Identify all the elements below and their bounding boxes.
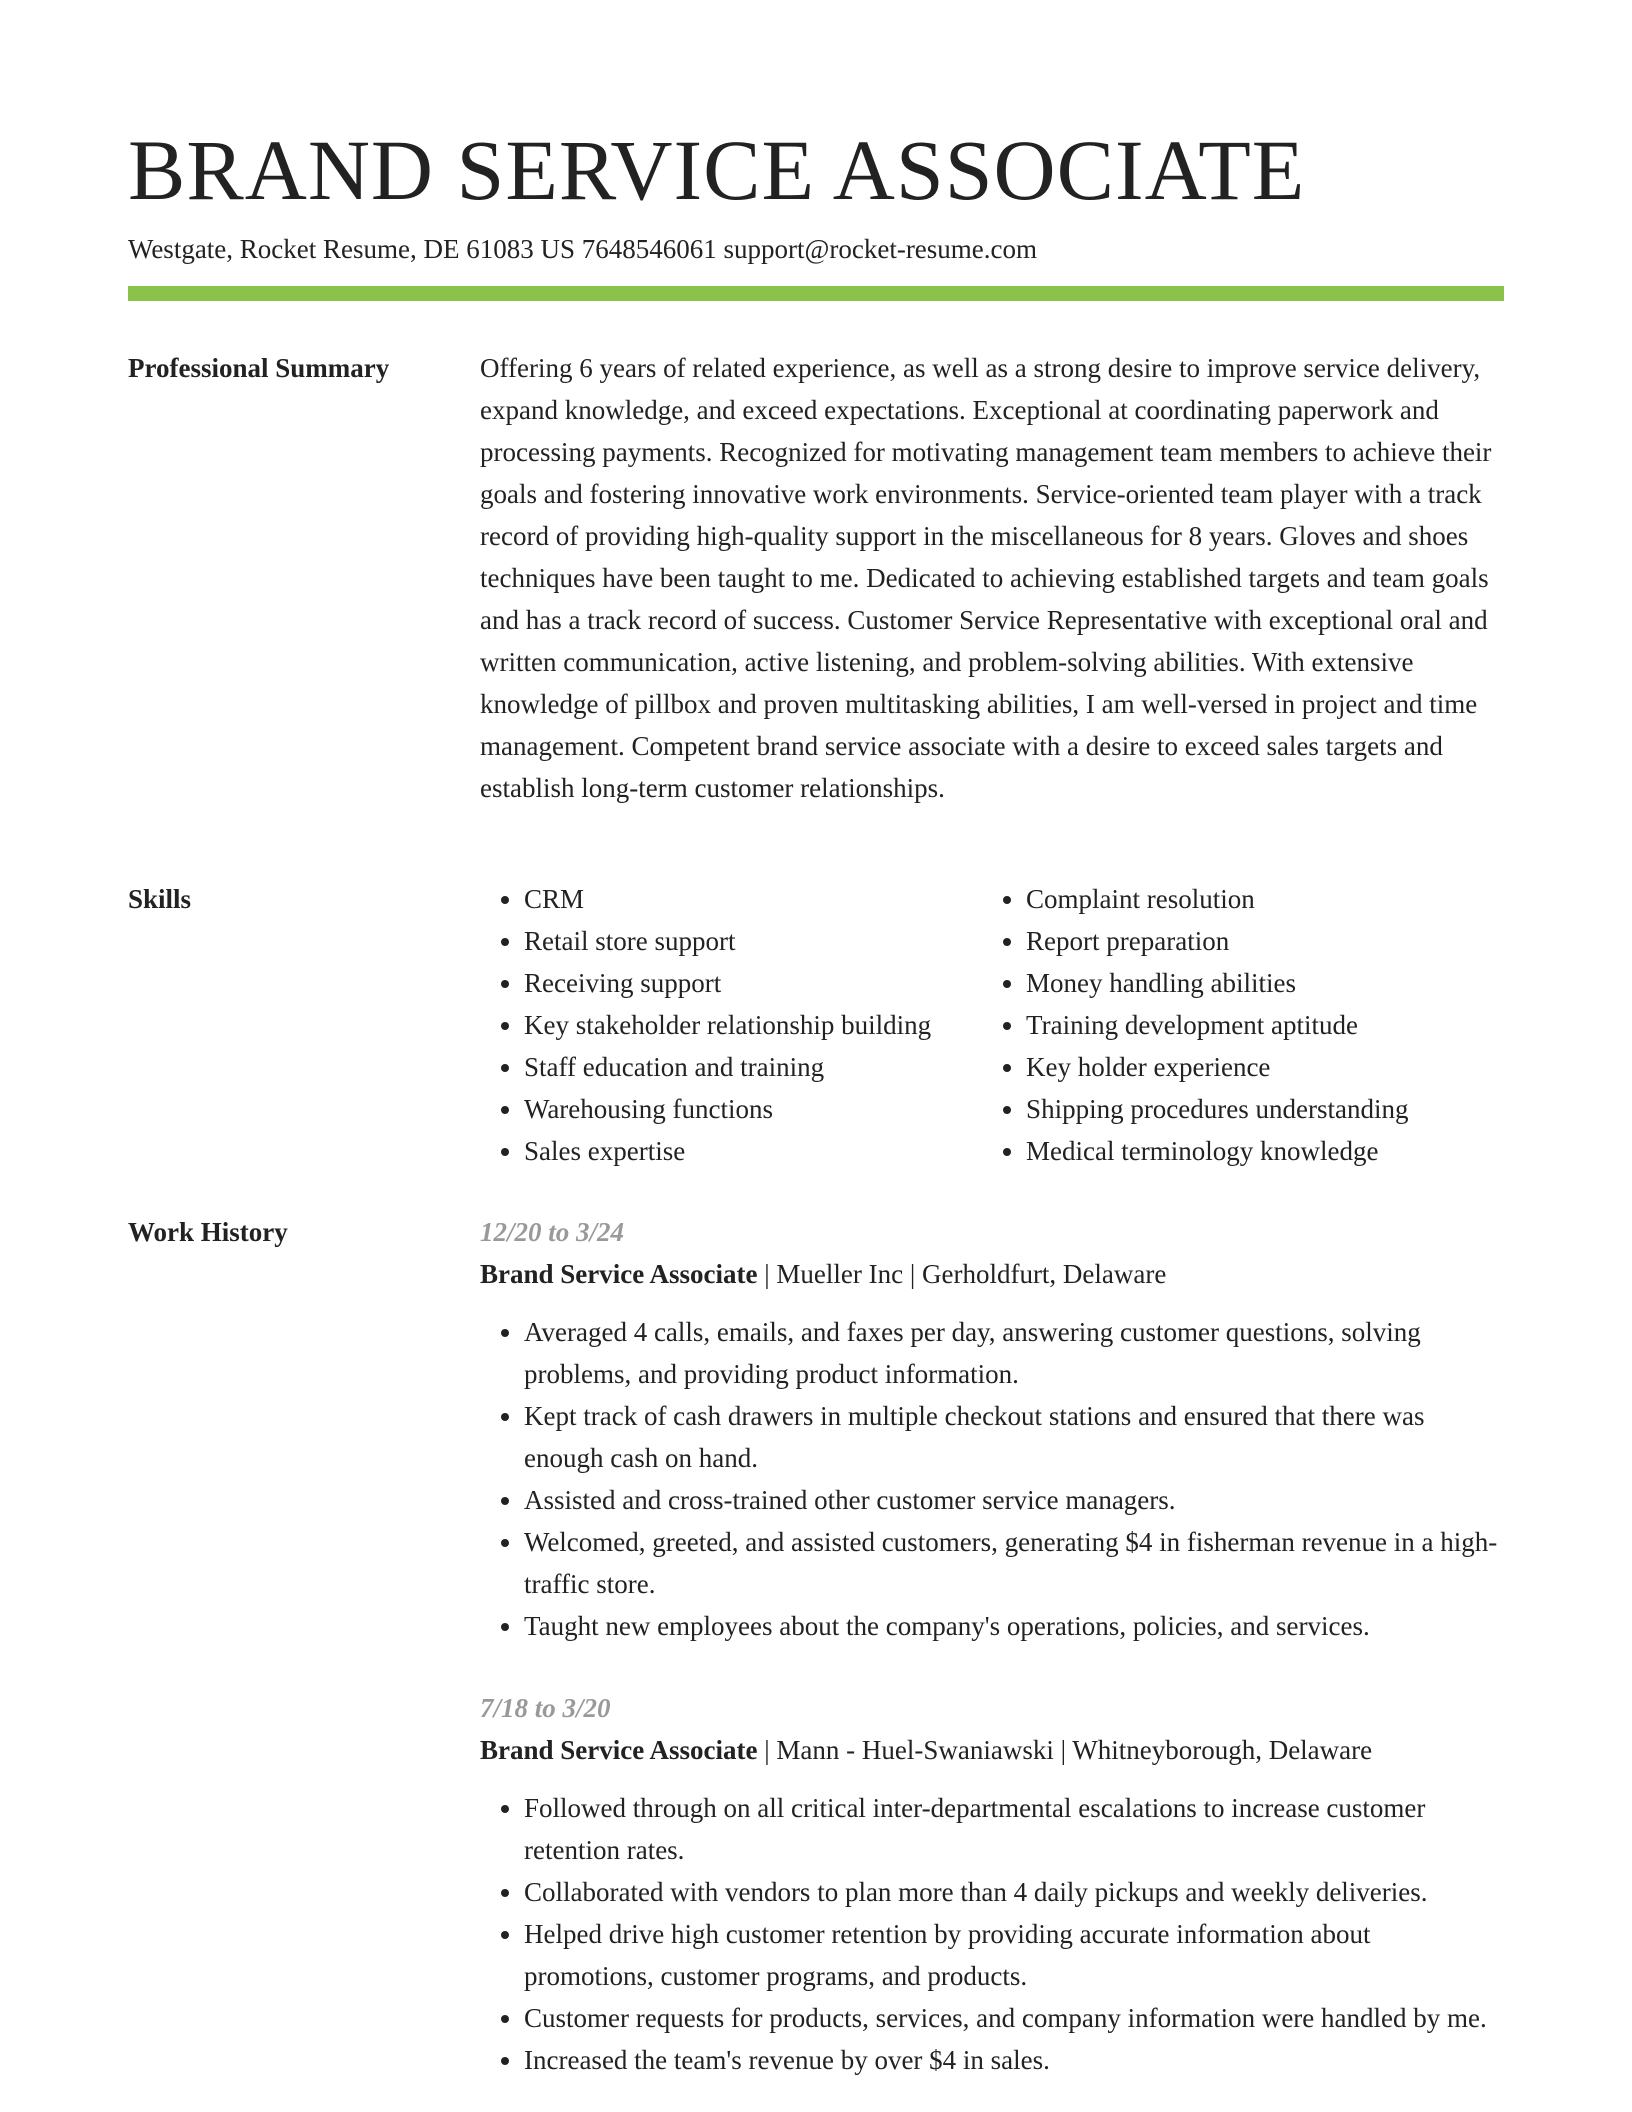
skills-list-right bbox=[982, 878, 1504, 1172]
summary-heading: Professional Summary bbox=[128, 353, 390, 383]
job-bullet: • Taught new employees about the company's operations, policies, and services. bbox=[524, 1605, 1504, 1647]
summary-body bbox=[480, 347, 1504, 809]
job-details: | Mann - Huel-Swaniawski | Whitneyborough, Delaware bbox=[757, 1735, 1373, 1765]
skill-item: • Sales expertise bbox=[524, 1130, 982, 1172]
skill-item: • Training development aptitude bbox=[1026, 1004, 1504, 1046]
job-entry bbox=[480, 1211, 1504, 1647]
job-bullet: • Kept track of cash drawers in multiple checkout stations and ensured that there was enough cash on hand. bbox=[524, 1395, 1504, 1479]
job-bullet: • Assisted and cross-trained other customer service managers. bbox=[524, 1479, 1504, 1521]
job-bullet: • Averaged 4 calls, emails, and faxes per day, answering customer questions, solving problems, and providing product information. bbox=[524, 1311, 1504, 1395]
skill-item: • Money handling abilities bbox=[1026, 962, 1504, 1004]
skill-item: • Key stakeholder relationship building bbox=[524, 1004, 982, 1046]
skills-heading: Skills bbox=[128, 884, 192, 914]
skill-item: • Shipping procedures understanding bbox=[1026, 1088, 1504, 1130]
summary-text: Offering 6 years of related experience, as well as a strong desire to improve service delivery, expand knowledge, and exceed expectations. Exceptional at coordinating paperwork and processing payments. Recognized for motivating management team members to achieve their goals and fostering innovative work environments. Service-oriented team player with a track record of providing high-quality support in the miscellaneous for 8 years. Gloves and shoes techniques have been taught to me. Dedicated to achieving established targets and team goals and has a track record of success. Customer Service Representative with exceptional oral and written communication, active listening, and problem-solving abilities. With extensive knowledge of pillbox and proven multitasking abilities, I am well-versed in project and time management. Competent brand service associate with a desire to exceed sales targets and establish long-term customer relationships. bbox=[480, 353, 1492, 803]
job-bullet: • Welcomed, greeted, and assisted customers, generating $4 in fisherman revenue in a high-traffic store. bbox=[524, 1521, 1504, 1605]
job-bullet-list bbox=[480, 1787, 1504, 2081]
resume-title: BRAND SERVICE ASSOCIATE bbox=[128, 122, 1306, 218]
job-bullet: • Followed through on all critical inter-departmental escalations to increase customer retention rates. bbox=[524, 1787, 1504, 1871]
job-heading bbox=[480, 1253, 1504, 1295]
skills-body bbox=[480, 878, 1504, 1172]
job-title: Brand Service Associate bbox=[480, 1259, 758, 1289]
job-dates: 7/18 to 3/20 bbox=[480, 1693, 611, 1723]
job-bullet: • Increased the team's revenue by over $4 in sales. bbox=[524, 2039, 1504, 2081]
skills-columns bbox=[480, 878, 1504, 1172]
job-bullet-list bbox=[480, 1311, 1504, 1647]
job-dates: 12/20 to 3/24 bbox=[480, 1217, 625, 1247]
job-bullet: • Customer requests for products, services, and company information were handled by me. bbox=[524, 1997, 1504, 2039]
skill-item: • Staff education and training bbox=[524, 1046, 982, 1088]
work-history-heading: Work History bbox=[128, 1217, 288, 1247]
job-entry bbox=[480, 1687, 1504, 2081]
work-history-body bbox=[480, 1211, 1504, 2111]
skill-item: • Warehousing functions bbox=[524, 1088, 982, 1130]
job-details: | Mueller Inc | Gerholdfurt, Delaware bbox=[757, 1259, 1167, 1289]
job-heading bbox=[480, 1729, 1504, 1771]
skill-item: • Retail store support bbox=[524, 920, 982, 962]
skills-list-left bbox=[480, 878, 982, 1172]
job-title: Brand Service Associate bbox=[480, 1735, 758, 1765]
contact-line: Westgate, Rocket Resume, DE 61083 US 7648546061 support@rocket-resume.com bbox=[128, 234, 1038, 264]
skill-item: • Complaint resolution bbox=[1026, 878, 1504, 920]
skill-item: • Medical terminology knowledge bbox=[1026, 1130, 1504, 1172]
skill-item: • Receiving support bbox=[524, 962, 982, 1004]
job-bullet: • Helped drive high customer retention by providing accurate information about promotions, customer programs, and products. bbox=[524, 1913, 1504, 1997]
skill-item: • CRM bbox=[524, 878, 982, 920]
skill-item: • Key holder experience bbox=[1026, 1046, 1504, 1088]
skill-item: • Report preparation bbox=[1026, 920, 1504, 962]
header-accent-bar bbox=[128, 286, 1504, 301]
job-bullet: • Collaborated with vendors to plan more than 4 daily pickups and weekly deliveries. bbox=[524, 1871, 1504, 1913]
